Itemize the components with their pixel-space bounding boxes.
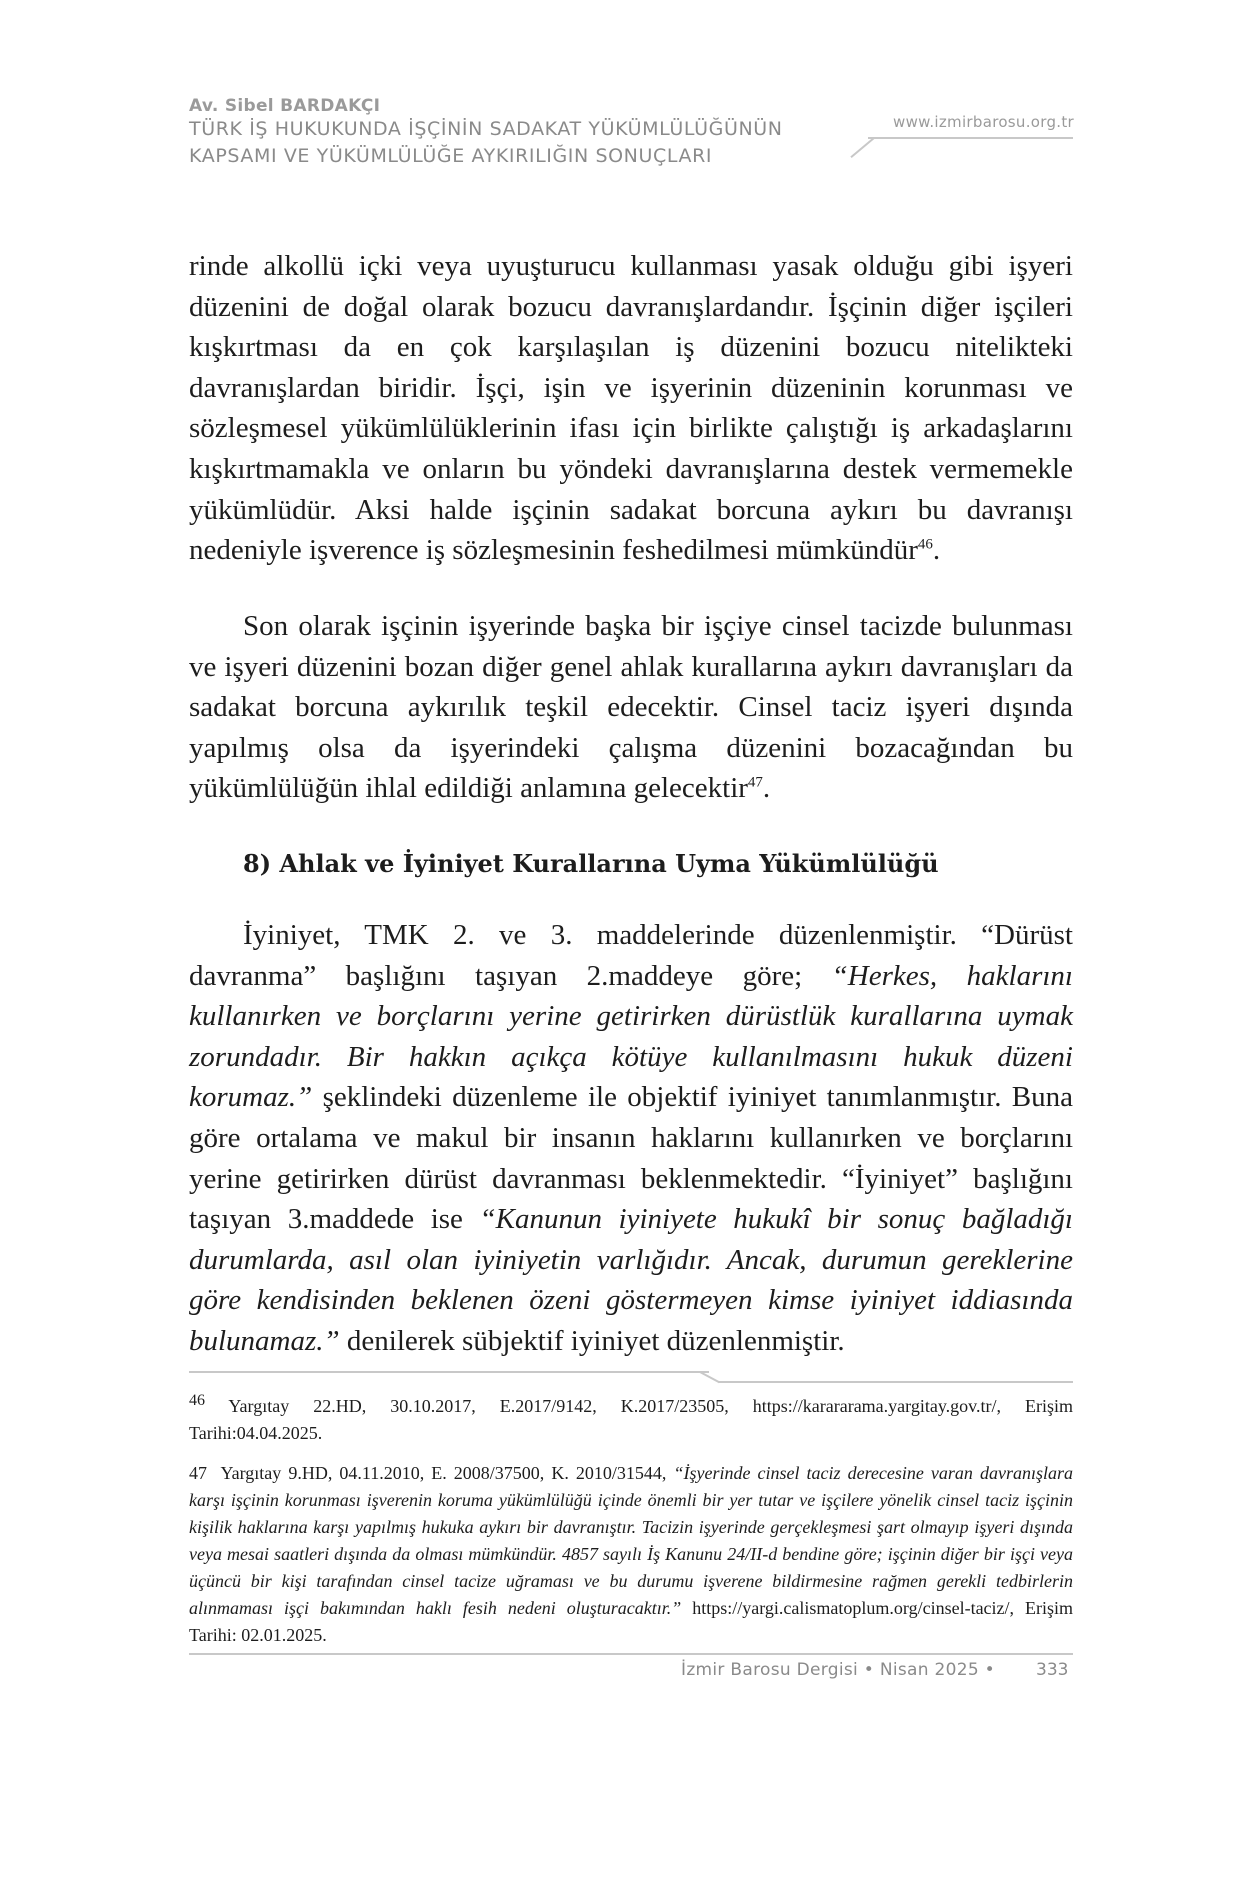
paragraph-2-text: Son olarak işçinin işyerinde başka bir işçiye cinsel tacizde bulunması ve işyeri düzenini bozan diğer genel ahlak kurallarına aykırı davranışları da sadakat borcuna aykırılık teşkil edecektir. Cinsel taciz işyeri dışında yapılmış olsa da işyerindeki çalışma düzenini bozacağından bu yükümlülüğün ihlal edildiği anlamına gelecektir <box>189 610 1073 805</box>
footnote-rule <box>189 1371 709 1373</box>
paragraph-3-intro: İyiniyet, TMK 2. ve 3. maddelerinde düzenlenmiştir. “Dürüst davranma” başlığını taşıyan 2.maddeye göre; <box>189 919 1073 992</box>
footnote-47-citation: Yargıtay 9.HD, 04.11.2010, E. 2008/37500, K. 2010/31544, <box>220 1463 674 1483</box>
running-header <box>189 96 1089 170</box>
footnote-rule-right <box>719 1381 1073 1383</box>
footer-rule <box>189 1653 1073 1655</box>
paragraph-3 <box>189 915 1073 1362</box>
footnote-46-text: Yargıtay 22.HD, 30.10.2017, E.2017/9142, K.2017/23505, https://karararama.yargitay.gov.tr/, Erişim Tarihi:04.04.2025. <box>189 1396 1073 1443</box>
paragraph-3-end: denilerek sübjektif iyiniyet düzenlenmiştir. <box>339 1324 845 1357</box>
quote-tmk-2: “Herkes, haklarını kullanırken ve borçlarını yerine getirirken dürüstlük kurallarına uymak zorundadır. Bir hakkın açıkça kötüye kullanılmasını hukuk düzeni korumaz.” <box>189 959 1073 1114</box>
footnote-ref-47: 47 <box>747 774 763 791</box>
page-number: 333 <box>1036 1660 1069 1680</box>
header-rule <box>868 137 1073 139</box>
article-title-line1: TÜRK İŞ HUKUKUNDA İŞÇİNİN SADAKAT YÜKÜMLÜLÜĞÜNÜN <box>189 118 783 140</box>
paragraph-2: Son olarak işçinin işyerinde başka bir işçiye cinsel tacizde bulunması ve işyeri düzenini bozan diğer genel ahlak kurallarına aykırı davranışları da sadakat borcuna aykırılık teşkil edecektir. Cinsel taciz işyeri dışında yapılmış olsa da işyerindeki çalışma düzenini bozacağından bu yükümlülüğün ihlal edildiği anlamına gelecektir$^{47}$. <box>189 610 1073 805</box>
website-url: www.izmirbarosu.org.tr <box>893 113 1075 131</box>
footnote-47 <box>189 1460 1073 1649</box>
footnote-47-source: https://yargi.calismatoplum.org/cinsel-taciz/, Erişim Tarihi: 02.01.2025. <box>189 1598 1073 1645</box>
paragraph-1: rinde alkollü içki veya uyuşturucu kullanması yasak olduğu gibi işyeri düzenini de doğal olarak bozucu davranışlardandır. İşçinin diğer işçileri kışkırtması da en çok karşılaşılan iş düzenini bozucu nitelikteki davranışlardan biridir. İşçi, işin ve işyerinin düzeninin korunması ve sözleşmesel yükümlülüklerinin ifası için birlikte çalıştığı iş arkadaşlarını kışkırtmamakla ve onların bu yöndeki davranışlarına destek vermemekle yükümlüdür. Aksi halde işçinin sadakat borcuna aykırı bu davranışı nedeniyle işverence iş sözleşmesinin feshedilmesi mümkündür$^{46}$. <box>189 250 1073 567</box>
journal-footer: İzmir Barosu Dergisi • Nisan 2025 • <box>681 1660 996 1680</box>
quote-tmk-3: “Kanunun iyiniyete hukukî bir sonuç bağladığı durumlarda, asıl olan iyiniyetin varlığıdır. Ancak, durumun gereklerine göre kendisinden beklenen özeni göstermeyen kimse iyiniyet iddiasında bulunamaz.” <box>189 1203 1073 1357</box>
paragraph-3-middle: şeklindeki düzenleme ile objektif iyiniyet tanımlanmıştır. Buna göre ortalama ve makul bir insanın haklarını kullanırken ve borçlarını yerine getirirken dürüst davranması beklenmektedir. “İyiniyet” başlığını taşıyan 3.maddede ise <box>189 1081 1073 1236</box>
footnote-47-number: 47 <box>189 1463 207 1483</box>
footnote-46-number: 46 <box>189 1392 205 1409</box>
footnote-47-quote: “İşyerinde cinsel taciz derecesine varan davranışlara karşı işçinin korunması işverenin koruma yükümlülüğü içinde önemli bir yer tutar ve işçilere yönelik cinsel taciz işçinin kişilik haklarına karşı yapılmış hukuka aykırı bir davranıştır. Tacizin işyerinde gerçekleşmesi şart olmayıp işyeri dışında veya mesai saatleri dışında da olması mümkündür. 4857 sayılı İş Kanunu 24/II-d bendine göre; işçinin diğer bir işçi veya üçüncü bir kişi tarafından cinsel tacize uğraması ve bu durumu işverene bildirmesine rağmen gerekli tedbirlerin alınmaması işçi bakımından haklı fesih nedeni oluşturacaktır.” <box>189 1463 1073 1618</box>
author-name: Av. Sibel BARDAKÇI <box>189 96 381 116</box>
section-heading: 8) Ahlak ve İyiniyet Kurallarına Uyma Yükümlülüğü <box>243 849 939 878</box>
footnote-46 <box>189 1393 1073 1447</box>
paragraph-1-text: rinde alkollü içki veya uyuşturucu kullanması yasak olduğu gibi işyeri düzenini de doğal olarak bozucu davranışlardandır. İşçinin diğer işçileri kışkırtması da en çok karşılaşılan iş düzenini bozucu nitelikteki davranışlardan biridir. İşçi, işin ve işyerinin düzeninin korunması ve sözleşmesel yükümlülüklerinin ifası için birlikte çalıştığı iş arkadaşlarını kışkırtmamakla ve onların bu yöndeki davranışlarına destek vermemekle yükümlüdür. Aksi halde işçinin sadakat borcuna aykırı bu davranışı nedeniyle işverence iş sözleşmesinin feshedilmesi mümkündür <box>189 250 1073 567</box>
footnote-rule-slant <box>700 1371 720 1383</box>
article-title-line2: KAPSAMI VE YÜKÜMLÜLÜĞE AYKIRILIĞIN SONUÇLARI <box>189 145 713 167</box>
footnote-ref-46: 46 <box>917 536 933 553</box>
